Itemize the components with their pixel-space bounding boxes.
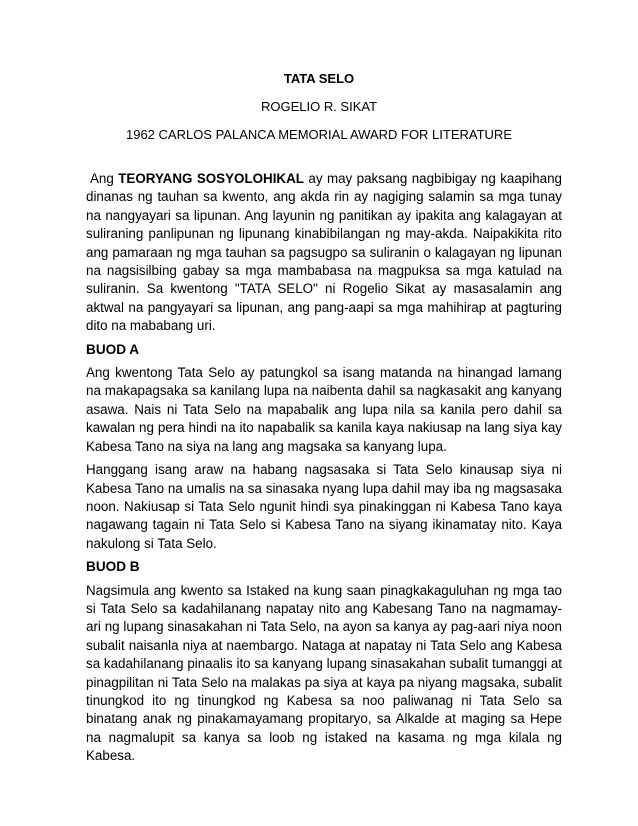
- document-award: 1962 CARLOS PALANCA MEMORIAL AWARD FOR LITERATURE: [125, 127, 512, 142]
- document-header: [0, 70, 638, 154]
- document-author: ROGELIO R. SIKAT: [260, 99, 378, 114]
- buod-a-paragraph-2: Hanggang isang araw na habang nagsasaka si Tata Selo kinausap siya ni Kabesa Tano na umalis na sa sinasaka nyang lupa dahil may iba ng magsasaka noon. Nakiusap si Tata Selo ngunit hindi sya pinakinggan ni Kabesa Tano kaya nagawang tagain ni Tata Selo si Kabesa Tano na siyang ikinamatay nito. Kaya nakulong si Tata Selo.: [86, 462, 562, 551]
- document-body: [86, 170, 562, 771]
- buod-b-paragraph-1: Nagsimula ang kwento sa Istaked na kung saan pinagkakaguluhan ng mga tao si Tata Selo sa kadahilanang napatay nito ang Kabesang Tano na nagmamay-ari ng lupang sinasakahan ni Tata Selo, na ayon sa kanya ay pag-aari niya noon subalit naisanla niya at naembargo. Nataga at napatay ni Tata Selo ang Kabesa sa kadahilanang pinaalis ito sa kanyang lupang sinasakahan subalit tumanggi at pinagpilitan ni Tata Selo na malakas pa siya at kaya pa niyang magsaka, subalit tinungkod ito ng tinungkod ng Kabesa sa noo paliwanag ni Tata Selo sa binatang anak ng pinakamayamang propitaryo, sa Alkalde at maging sa Hepe na nagmalupit sa kanya sa loob ng istaked na kasama ng mga kilala ng Kabesa.: [86, 582, 562, 764]
- section-heading-buod-b: BUOD B: [86, 559, 140, 575]
- buod-a-paragraph-1: Ang kwentong Tata Selo ay patungkol sa isang matanda na hinangad lamang na makapagsaka sa kanilang lupa na naibenta dahil sa nagkasakit ang kanyang asawa. Nais ni Tata Selo na mapabalik ang lupa nila sa kanila pero dahil sa kawalan ng pera hindi na ito napabalik sa kanila kaya nakiusap na lang siya kay Kabesa Tano na siya na lang ang magsaka sa kanyang lupa.: [86, 365, 562, 454]
- section-heading-buod-a: BUOD A: [86, 341, 140, 357]
- intro-paragraph: [86, 170, 562, 336]
- intro-prefix: Ang: [90, 171, 119, 186]
- intro-bold-term: TEORYANG SOSYOLOHIKAL: [118, 171, 304, 186]
- intro-text: ay may paksang nagbibigay ng kaapihang dinanas ng tauhan sa kwento, ang akda rin ay nagiging salamin sa mga tunay na nangyayari sa lipunan. Ang layunin ng panitikan ay ipakita ang kalagayan at suliraning panlipunan ng lipunang kinabibilangan ng may-akda. Naipakikita rito ang pamaraan ng mga tauhan sa pagsugpo sa suliranin o kalagayan ng lipunan na nagsisilbing gabay sa mga mambabasa na magpuksa sa mga katulad na suliranin. Sa kwentong "TATA SELO" ni Rogelio Sikat ay masasalamin ang aktwal na pangyayari sa lipunan, ang pang-aapi sa mga mahihirap at pagturing dito na mababang uri.: [86, 171, 563, 334]
- document-title: TATA SELO: [283, 71, 355, 86]
